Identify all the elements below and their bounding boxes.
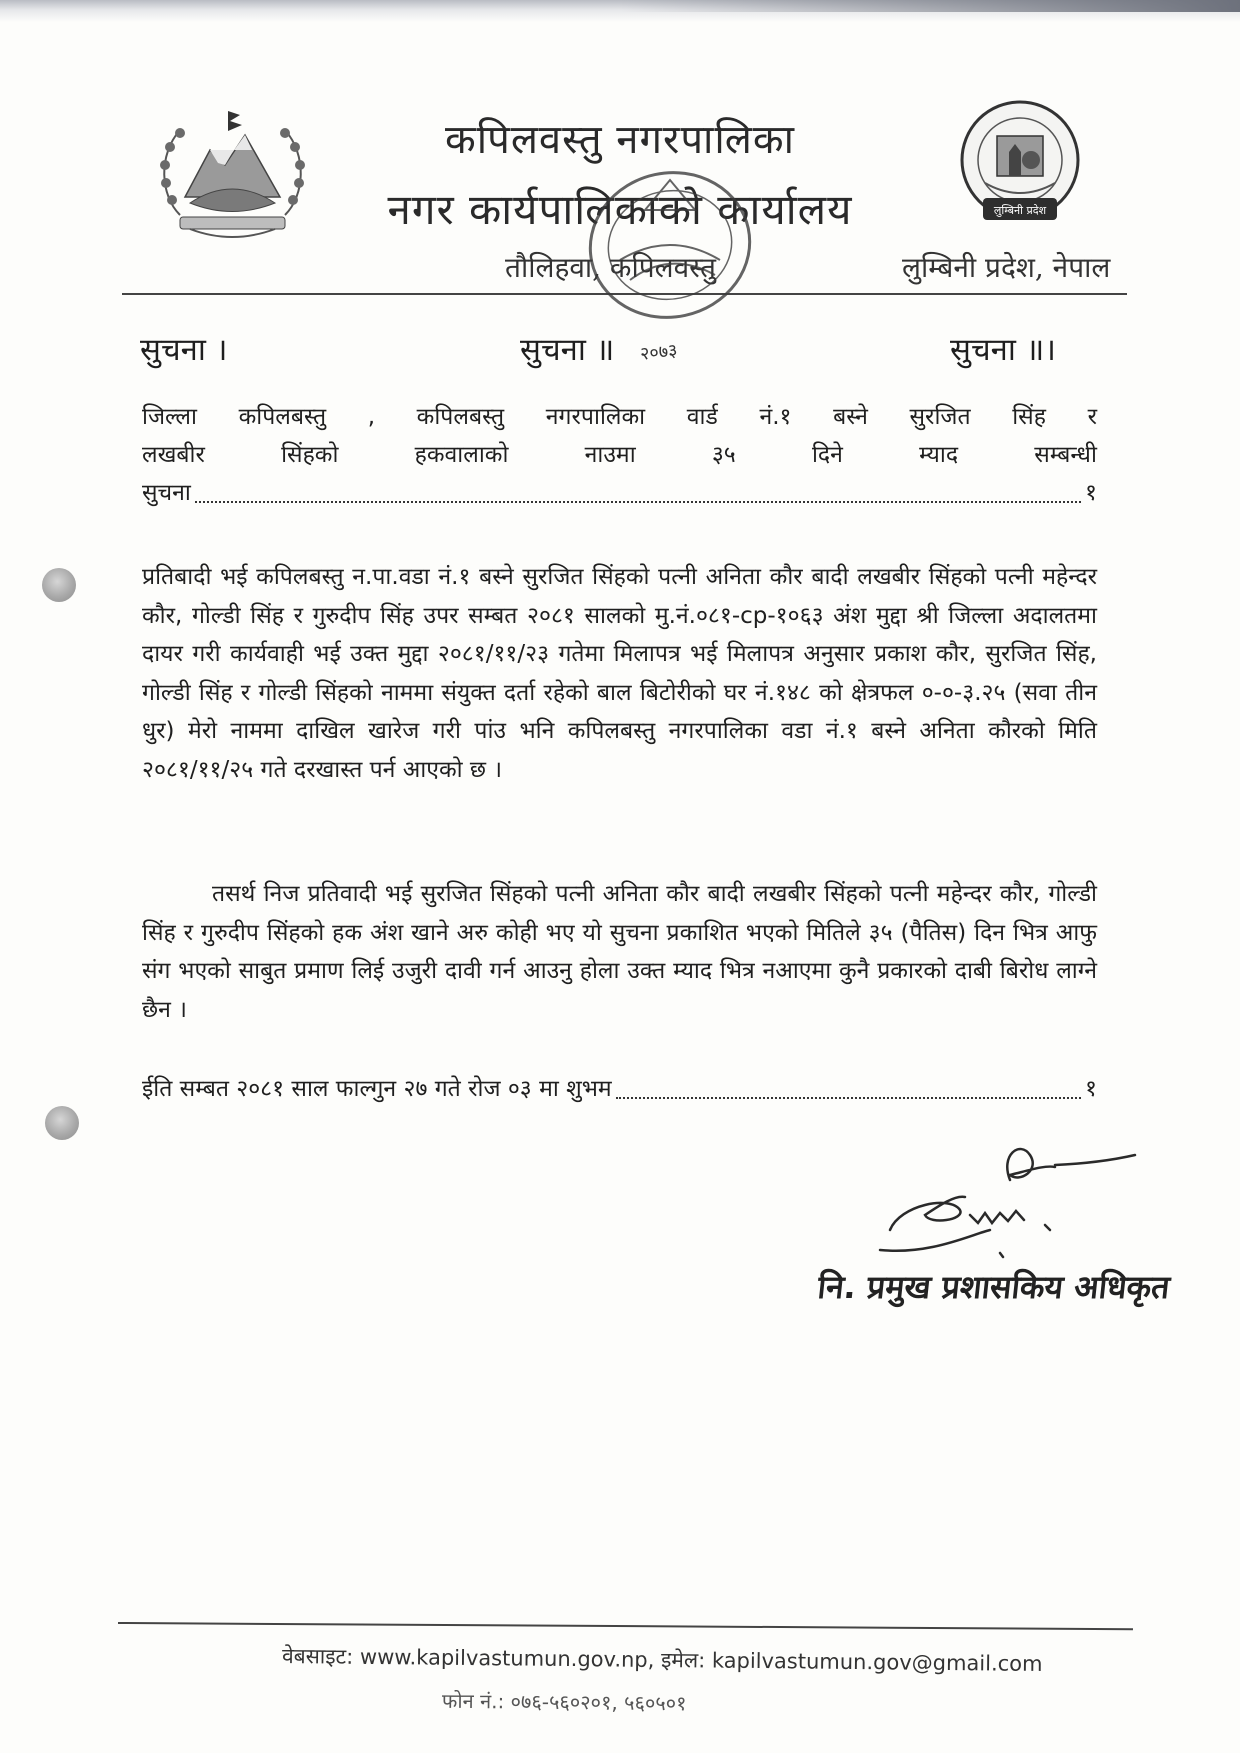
subject-word: वार्ड [686, 404, 718, 430]
signatory-designation: नि. प्रमुख प्रशासकिय अधिकृत [815, 1268, 1172, 1306]
subject-word: र [1087, 404, 1097, 430]
subject-word: दिने [811, 442, 843, 468]
subject-word: हकवालाको [414, 442, 509, 468]
subject-word: सिंह [1012, 404, 1046, 430]
subject-word: , [367, 404, 376, 430]
dotted-leader [616, 1070, 1081, 1099]
province-logo-caption: लुम्बिनी प्रदेश [993, 204, 1047, 217]
subject-word: ३५ [711, 442, 736, 468]
province-name: लुम्बिनी प्रदेश, नेपाल [902, 251, 1111, 284]
closing-text: ईति सम्बत २०८१ साल फाल्गुन २७ गते रोज ०३ मा शुभम [142, 1076, 612, 1102]
office-address: तौलिहवा, कपिलवस्तु [505, 251, 717, 284]
footer-divider [118, 1622, 1133, 1630]
office-name: कपिलवस्तु नगरपालिका [445, 117, 795, 163]
footer-phone: फोन नं.: ०७६-५६०२०१, ५६०५०१ [441, 1688, 687, 1716]
subject-line-1 [142, 398, 1097, 436]
notice-heading-left: सुचना । [140, 332, 228, 368]
handwritten-signature [870, 1135, 1150, 1275]
notice-heading-right: सुचना ॥। [950, 332, 1057, 368]
subject-word: नाउमा [584, 442, 636, 468]
subject-word: नं.१ [759, 404, 792, 430]
subject-word: नगरपालिका [545, 404, 646, 430]
subject-line-2 [142, 436, 1097, 474]
subject-word: कपिलबस्तु [238, 404, 327, 430]
notice-heading-center: सुचना ॥ [520, 332, 615, 368]
office-title: नगर कार्यपालिकाको कार्यालय [387, 185, 853, 234]
closing-line [142, 1070, 1097, 1108]
scan-corner-shadow [620, 0, 1240, 12]
office-stamp-icon [560, 150, 780, 350]
footer-contact: वेबसाइट: www.kapilvastumun.gov.np, इमेल: kapilvastumun.gov@gmail.com [281, 1644, 1043, 1676]
subject-line-3-text: सुचना [142, 480, 191, 506]
punch-hole-upper [42, 568, 76, 602]
body-paragraph-2: तसर्थ निज प्रतिवादी भई सुरजित सिंहको पत्नी अनिता कौर बादी लखबीर सिंहको पत्नी महेन्दर कौर, गोल्डी सिंह र गुरुदीप सिंहको हक अंश खाने अरु कोही भए यो सुचना प्रकाशित भएको मितिले ३५ (पैतिस) दिन भित्र आफु संग भएको साबुत प्रमाण लिई उजुरी दावी गर्न आउनु होला उक्त म्याद भित्र नआएमा कुनै प्रकारको दाबी बिरोध लाग्ने छैन । [142, 881, 1097, 1023]
stamp-year: २०७३ [639, 340, 679, 365]
body-paragraph-1: प्रतिबादी भई कपिलबस्तु न.पा.वडा नं.१ बस्ने सुरजित सिंहको पत्नी अनिता कौर बादी लखबीर सिंहको पत्नी महेन्दर कौर, गोल्डी सिंह र गुरुदीप सिंह उपर सम्बत २०८१ सालको मु.नं.०८१-cp-१०६३ अंश मुद्दा श्री जिल्ला अदालतमा दायर गरी कार्यवाही भई उक्त मुद्दा २०८१/११/२३ गतेमा मिलापत्र भई मिलापत्र अनुसार प्रकाश कौर, सुरजित सिंह, गोल्डी सिंह र गोल्डी सिंहको नाममा संयुक्त दर्ता रहेको बाल बिटोरीको घर नं.१४८ को क्षेत्रफल ०-०-३.२५ (सवा तीन धुर) मेरो नाममा दाखिल खारेज गरी पांउ भनि कपिलबस्तु नगरपालिका वडा नं.१ बस्ने अनिता कौरको मिति २०८१/११/२५ गते दरखास्त पर्न आएको छ । [142, 564, 1097, 783]
subject-word: लखबीर [142, 442, 205, 468]
dotted-leader [195, 474, 1081, 503]
subject-word: बस्ने [833, 404, 868, 430]
subject-word: सम्बन्धी [1034, 442, 1097, 468]
subject-line-3-end: १ [1085, 480, 1097, 506]
subject-word: म्याद [919, 442, 959, 468]
subject-word: सिंहको [281, 442, 339, 468]
subject-word: सुरजित [909, 404, 971, 430]
subject-word: कपिलबस्तु [416, 404, 505, 430]
subject-word: जिल्ला [142, 404, 197, 430]
punch-hole-lower [45, 1106, 79, 1140]
subject-line-3 [142, 474, 1097, 512]
closing-end: १ [1085, 1076, 1097, 1102]
notice-subject [142, 398, 1097, 512]
